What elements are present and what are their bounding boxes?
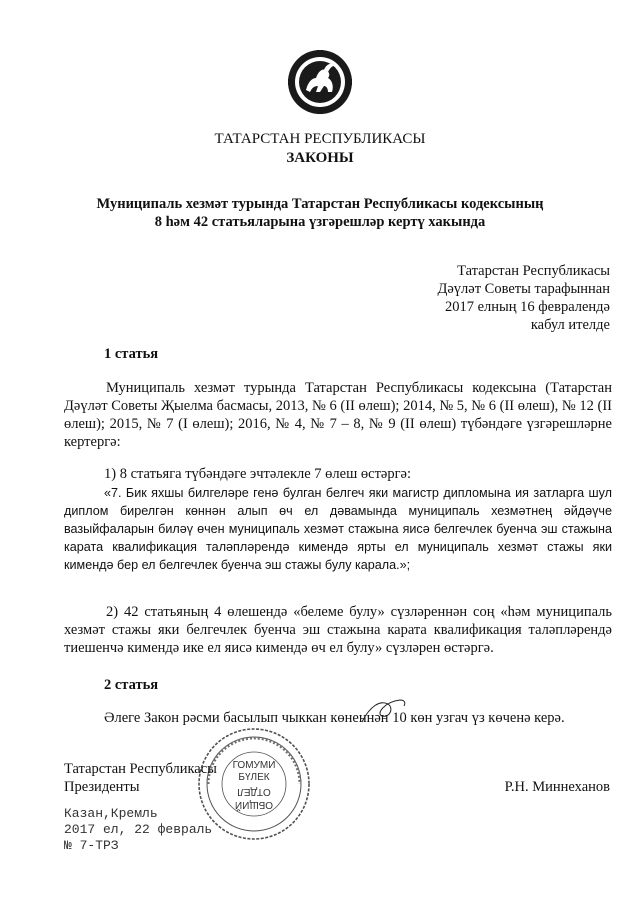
stamp-text-3: ОТДЕЛ (237, 786, 271, 797)
article-2-heading: 2 статья (104, 677, 159, 693)
law-heading: ЗАКОНЫ (286, 150, 354, 166)
article-1-item-1-quote: «7. Бик яхшы билгеләре генә булган белгеч яки магистр дипломына ия затларга шул диплом бирелгән көннән алып өч ел дәвамында муниципаль хезмәтнең әйдәүче вазыйфаларын биләү өчен муниципаль хезмәт стажына яисә белгечлек буенча эш стажына карата квалификация таләпләрендә кимендә ярты ел муниципаль хезмәт стажы яки кимендә бер ел белгечлек буенча эш стажы булу карала.»; (64, 486, 612, 572)
stamp-text-4: ОБЩИЙ (234, 799, 274, 810)
adoption-line-1: Татарстан Республикасы (457, 263, 610, 279)
article-1-heading: 1 статья (104, 346, 159, 362)
adoption-line-2: Дәүләт Советы тарафыннан (437, 281, 610, 297)
law-number: № 7-ТРЗ (64, 838, 119, 853)
adoption-line-4: кабул ителде (530, 317, 610, 333)
adoption-date: 2017 елның 16 февралендә (444, 299, 610, 315)
signature-flourish (360, 696, 408, 726)
signing-date: 2017 ел, 22 февраль (64, 822, 213, 837)
signatory-position-line-1: Татарстан Республикасы (64, 761, 217, 777)
stamp-text-2: БҮЛЕК (238, 772, 270, 783)
signatory-name: Р.Н. Миннеханов (504, 779, 610, 795)
article-1-item-2: 2) 42 статьяның 4 өлешендә «белеме булу» сүзләреннән соң «һәм муниципаль хезмәт стажы яки белгечлек буенча эш стажына карата квалификация таләпләрендә тиешенчә кимендә ике ел яисә кимендә өч ел булу» сүзләрен өстәргә. (64, 604, 612, 656)
article-2-text: Әлеге Закон рәсми басылып чыккан көненнән 10 көн узгач үз көченә керә. (104, 710, 565, 726)
official-seal-stamp (196, 726, 312, 842)
stamp-text-1: ГОМУМИ (232, 760, 276, 771)
article-1-intro: Муниципаль хезмәт турында Татарстан Республикасы кодексына (Татарстан Дәүләт Советы Җыелма басмасы, 2013, № 6 (II өлеш); 2014, № 5, № 6 (II өлеш), № 12 (II өлеш); 2015, № 7 (I өлеш); 2016, № 4, № 7 – 8, № 9 (II өлеш) түбәндәге үзгәрешләрне кертергә: (64, 380, 612, 450)
signatory-position-line-2: Президенты (64, 779, 140, 795)
republic-heading: ТАТАРСТАН РЕСПУБЛИКАСЫ (214, 131, 426, 147)
article-1-item-1: 1) 8 статьяга түбәндәге эчтәлекле 7 өлеш өстәргә: (104, 466, 412, 482)
place-of-signing: Казан,Кремль (64, 806, 158, 821)
law-title-line-2: 8 һәм 42 статьяларына үзгәрешләр кертү хакында (154, 214, 486, 230)
law-title-line-1: Муниципаль хезмәт турында Татарстан Республикасы кодексының (96, 196, 544, 212)
tatarstan-coat-of-arms-emblem (286, 48, 354, 116)
